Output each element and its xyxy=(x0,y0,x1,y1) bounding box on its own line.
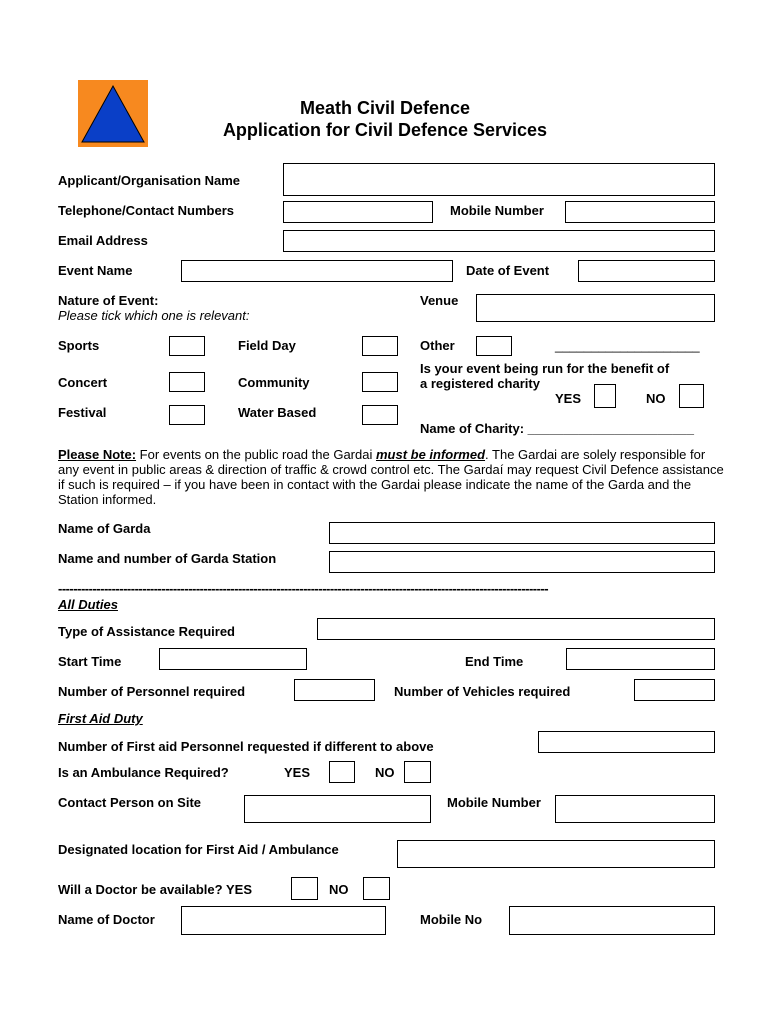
doctor-no-label: NO xyxy=(329,882,349,897)
start-time-label: Start Time xyxy=(58,654,122,669)
end-time-field[interactable] xyxy=(566,648,715,670)
all-duties-heading: All Duties xyxy=(58,597,118,612)
applicant-name-field[interactable] xyxy=(283,163,715,196)
name-of-garda-label: Name of Garda xyxy=(58,521,151,536)
name-of-charity-label[interactable]: Name of Charity: _______________________ xyxy=(420,421,694,436)
ambulance-yes-label: YES xyxy=(284,765,311,780)
date-of-event-field[interactable] xyxy=(578,260,715,282)
email-label: Email Address xyxy=(58,233,148,248)
type-of-assistance-label: Type of Assistance Required xyxy=(58,624,235,639)
venue-field[interactable] xyxy=(476,294,715,322)
nature-of-event-label: Nature of Event: xyxy=(58,293,159,308)
other-label: Other xyxy=(420,338,455,353)
ambulance-no-label: NO xyxy=(375,765,395,780)
charity-no-checkbox[interactable] xyxy=(679,384,704,408)
site-mobile-label: Mobile Number xyxy=(447,795,541,810)
note-prefix: Please Note: xyxy=(58,447,137,462)
first-aid-heading: First Aid Duty xyxy=(58,711,143,726)
charity-yes-label: YES xyxy=(555,391,582,406)
doctor-mobile-label: Mobile No xyxy=(420,912,483,927)
email-field[interactable] xyxy=(283,230,715,252)
first-aid-personnel-label: Number of First aid Personnel requested if different to above xyxy=(58,739,434,754)
charity-no-label: NO xyxy=(646,391,666,406)
name-of-garda-field[interactable] xyxy=(329,522,715,544)
note-emphasis: must be informed xyxy=(375,447,486,462)
ambulance-yes-checkbox[interactable] xyxy=(329,761,355,783)
doctor-mobile-field[interactable] xyxy=(509,906,715,935)
ambulance-no-checkbox[interactable] xyxy=(404,761,431,783)
start-time-field[interactable] xyxy=(159,648,307,670)
mobile-number-field[interactable] xyxy=(565,201,715,223)
community-label: Community xyxy=(238,375,310,390)
other-specify-line[interactable]: ____________________ xyxy=(555,338,700,353)
garda-station-field[interactable] xyxy=(329,551,715,573)
charity-question-line2: a registered charity xyxy=(420,376,540,391)
telephone-field[interactable] xyxy=(283,201,433,223)
doctor-available-label: Will a Doctor be available? YES xyxy=(58,882,252,897)
water-based-checkbox[interactable] xyxy=(362,405,398,425)
field-day-checkbox[interactable] xyxy=(362,336,398,356)
mobile-number-label: Mobile Number xyxy=(450,203,544,218)
concert-label: Concert xyxy=(58,375,108,390)
page-subtitle: Application for Civil Defence Services xyxy=(222,120,548,140)
personnel-field[interactable] xyxy=(294,679,375,701)
garda-station-label: Name and number of Garda Station xyxy=(58,551,277,566)
sports-label: Sports xyxy=(58,338,100,353)
page-title: Meath Civil Defence xyxy=(299,98,471,118)
note-text-2: . The Gardai are solely responsible for any event in public areas & direction of traffic & crowd control etc. The Gardaí may request Civil Defence assistance if such is required – if you have been in contact with the Gardai please indicate the name of the Garda and the Station informed. xyxy=(58,447,724,507)
festival-checkbox[interactable] xyxy=(169,405,205,425)
note-text-1: For events on the public road the Gardai xyxy=(136,447,376,462)
other-checkbox[interactable] xyxy=(476,336,512,356)
designated-location-label: Designated location for First Aid / Ambulance xyxy=(58,842,339,857)
site-mobile-field[interactable] xyxy=(555,795,715,823)
charity-question-line1: Is your event being run for the benefit of xyxy=(420,361,670,376)
telephone-label: Telephone/Contact Numbers xyxy=(58,203,235,218)
ambulance-required-label: Is an Ambulance Required? xyxy=(58,765,229,780)
applicant-name-label: Applicant/Organisation Name xyxy=(58,173,241,188)
festival-label: Festival xyxy=(58,405,107,420)
name-of-doctor-field[interactable] xyxy=(181,906,386,935)
event-name-label: Event Name xyxy=(58,263,133,278)
end-time-label: End Time xyxy=(465,654,524,669)
personnel-label: Number of Personnel required xyxy=(58,684,246,699)
gardai-note xyxy=(58,447,728,507)
doctor-no-checkbox[interactable] xyxy=(363,877,390,900)
name-of-doctor-label: Name of Doctor xyxy=(58,912,155,927)
tick-hint: Please tick which one is relevant: xyxy=(58,308,250,323)
date-of-event-label: Date of Event xyxy=(466,263,550,278)
concert-checkbox[interactable] xyxy=(169,372,205,392)
community-checkbox[interactable] xyxy=(362,372,398,392)
contact-person-field[interactable] xyxy=(244,795,431,823)
event-name-field[interactable] xyxy=(181,260,453,282)
venue-label: Venue xyxy=(420,293,459,308)
charity-yes-checkbox[interactable] xyxy=(594,384,616,408)
sports-checkbox[interactable] xyxy=(169,336,205,356)
field-day-label: Field Day xyxy=(238,338,296,353)
contact-person-label: Contact Person on Site xyxy=(58,795,202,810)
water-based-label: Water Based xyxy=(238,405,317,420)
vehicles-label: Number of Vehicles required xyxy=(394,684,571,699)
vehicles-field[interactable] xyxy=(634,679,715,701)
section-divider: -------------------------------------------------------------------------------------------------------------------------------- xyxy=(58,581,549,596)
first-aid-personnel-field[interactable] xyxy=(538,731,715,753)
doctor-yes-checkbox[interactable] xyxy=(291,877,318,900)
type-of-assistance-field[interactable] xyxy=(317,618,715,640)
designated-location-field[interactable] xyxy=(397,840,715,868)
